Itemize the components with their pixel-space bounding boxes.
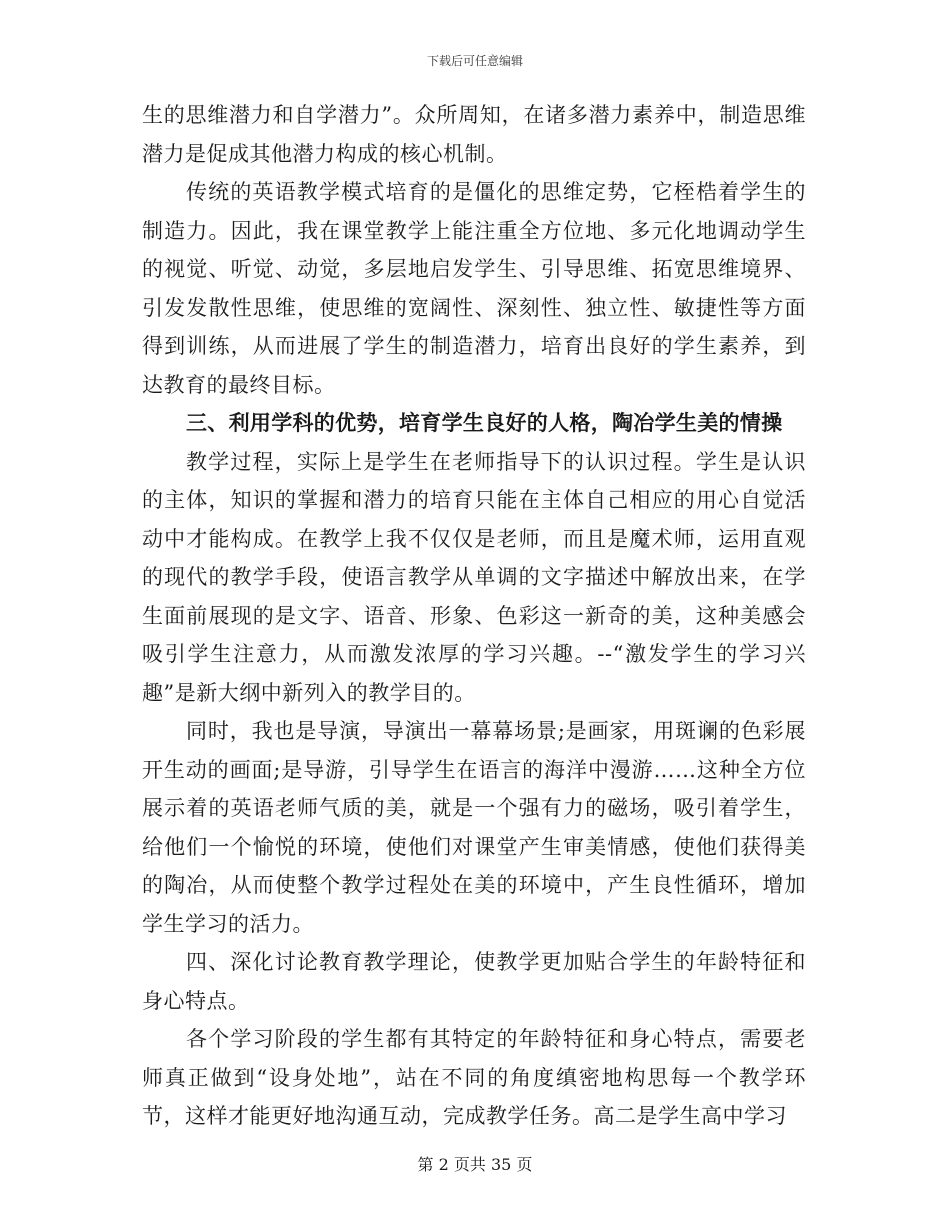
page-number: 第 2 页共 35 页	[417, 1155, 533, 1174]
page-header: 下载后可任意编辑	[426, 54, 523, 68]
paragraph-teacher-roles: 同时，我也是导演，导演出一幕幕场景;是画家，用斑谰的色彩展开生动的画面;是导游，引导学生在语言的海洋中漫游……这种全方位展示着的英语老师气质的美，就是一个强有力的磁场，吸引着学生，给他们一个愉悦的环境，使他们对课堂产生审美情感，使他们获得美的陶冶，从而使整个教学过程处在美的环境中，产生良性循环，增加学生学习的活力。	[142, 719, 806, 936]
paragraph-continuation: 生的思维潜力和自学潜力”。众所周知，在诸多潜力素养中，制造思维潜力是促成其他潜力构成的核心机制。	[142, 103, 806, 166]
paragraph-traditional-teaching: 传统的英语教学模式培育的是僵化的思维定势，它桎梏着学生的制造力。因此，我在课堂教学上能注重全方位地、多元化地调动学生的视觉、听觉、动觉，多层地启发学生、引导思维、拓宽思维境界、引发发散性思维，使思维的宽阔性、深刻性、独立性、敏捷性等方面得到训练，从而进展了学生的制造潜力，培育出良好的学生素养，到达教育的最终目标。	[142, 180, 806, 397]
paragraph-teaching-process: 教学过程，实际上是学生在老师指导下的认识过程。学生是认识的主体，知识的掌握和潜力的培育只能在主体自己相应的用心自觉活动中才能构成。在教学上我不仅仅是老师，而且是魔术师，运用直观的现代的教学手段，使语言教学从单调的文字描述中解放出来，在学生面前展现的是文字、语音、形象、色彩这一新奇的美，这种美感会吸引学生注意力，从而激发浓厚的学习兴趣。--“激发学生的学习兴趣”是新大纲中新列入的教学目的。	[142, 449, 806, 705]
paragraph-learning-stages: 各个学习阶段的学生都有其特定的年龄特征和身心特点，需要老师真正做到“设身处地”，站在不同的角度缜密地构思每一个教学环节，这样才能更好地沟通互动，完成教学任务。高二是学生高中学习	[142, 1027, 806, 1128]
section-heading-four: 四、深化讨论教育教学理论，使教学更加贴合学生的年龄特征和身心特点。	[142, 950, 806, 1013]
section-heading-three: 三、利用学科的优势，培育学生良好的人格，陶冶学生美的情操	[186, 411, 783, 435]
document-body	[142, 96, 806, 1136]
